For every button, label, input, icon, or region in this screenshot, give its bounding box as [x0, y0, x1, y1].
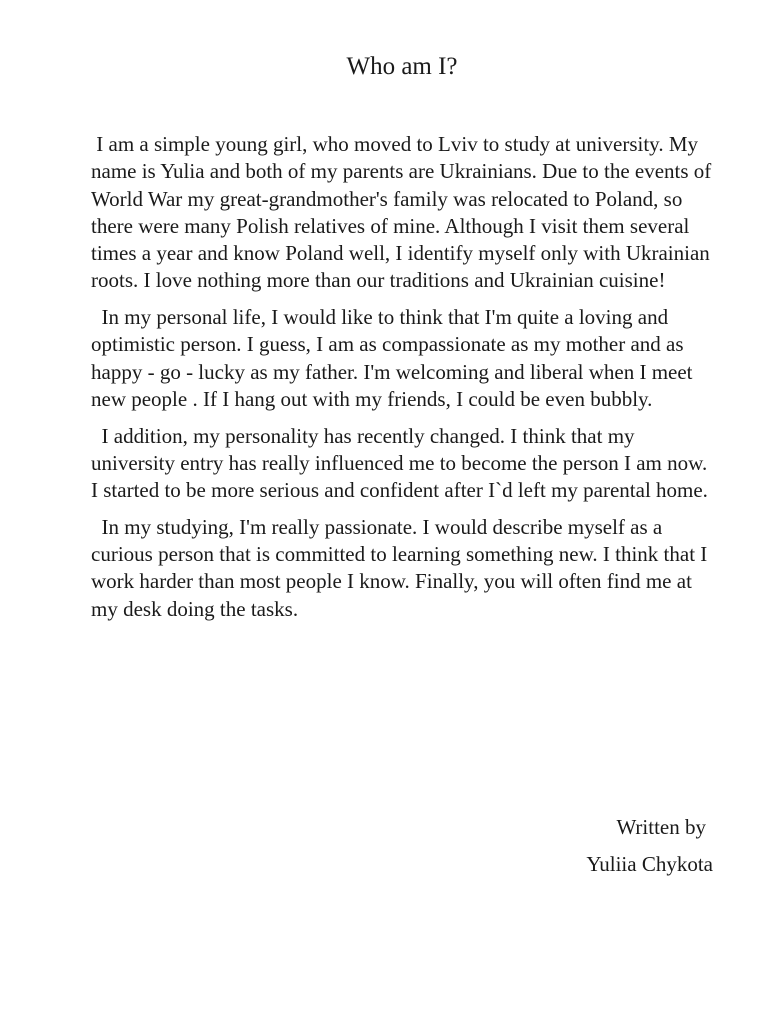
signature-author: Yuliia Chykota	[586, 852, 713, 876]
paragraph-personality-change: I addition, my personality has recently changed. I think that my university entry has really influenced me to become the person I am now. I started to be more serious and confident after I`d left my parental home.	[91, 423, 713, 503]
document-title: Who am I?	[346, 53, 458, 80]
paragraph-studying: In my studying, I'm really passionate. I would describe myself as a curious person that is committed to learning something new. I think that I work harder than most people I know. Finally, you will often find me at my desk doing the tasks.	[91, 514, 713, 621]
document-body	[91, 131, 717, 632]
signature-written-by: Written by	[616, 815, 706, 839]
paragraph-personal-life: In my personal life, I would like to think that I'm quite a loving and optimistic person. I guess, I am as compassionate as my mother and as happy - go - lucky as my father. I'm welcoming and liberal when I meet new people . If I hang out with my friends, I could be even bubbly.	[91, 305, 698, 411]
paragraph-intro: I am a simple young girl, who moved to Lviv to study at university. My name is Yulia and both of my parents are Ukrainians. Due to the events of World War my great-grandmother's family was relocated to Poland, so there were many Polish relatives of mine. Although I visit them several times a year and know Poland well, I identify myself only with Ukrainian roots. I love nothing more than our traditions and Ukrainian cuisine!	[91, 132, 717, 293]
